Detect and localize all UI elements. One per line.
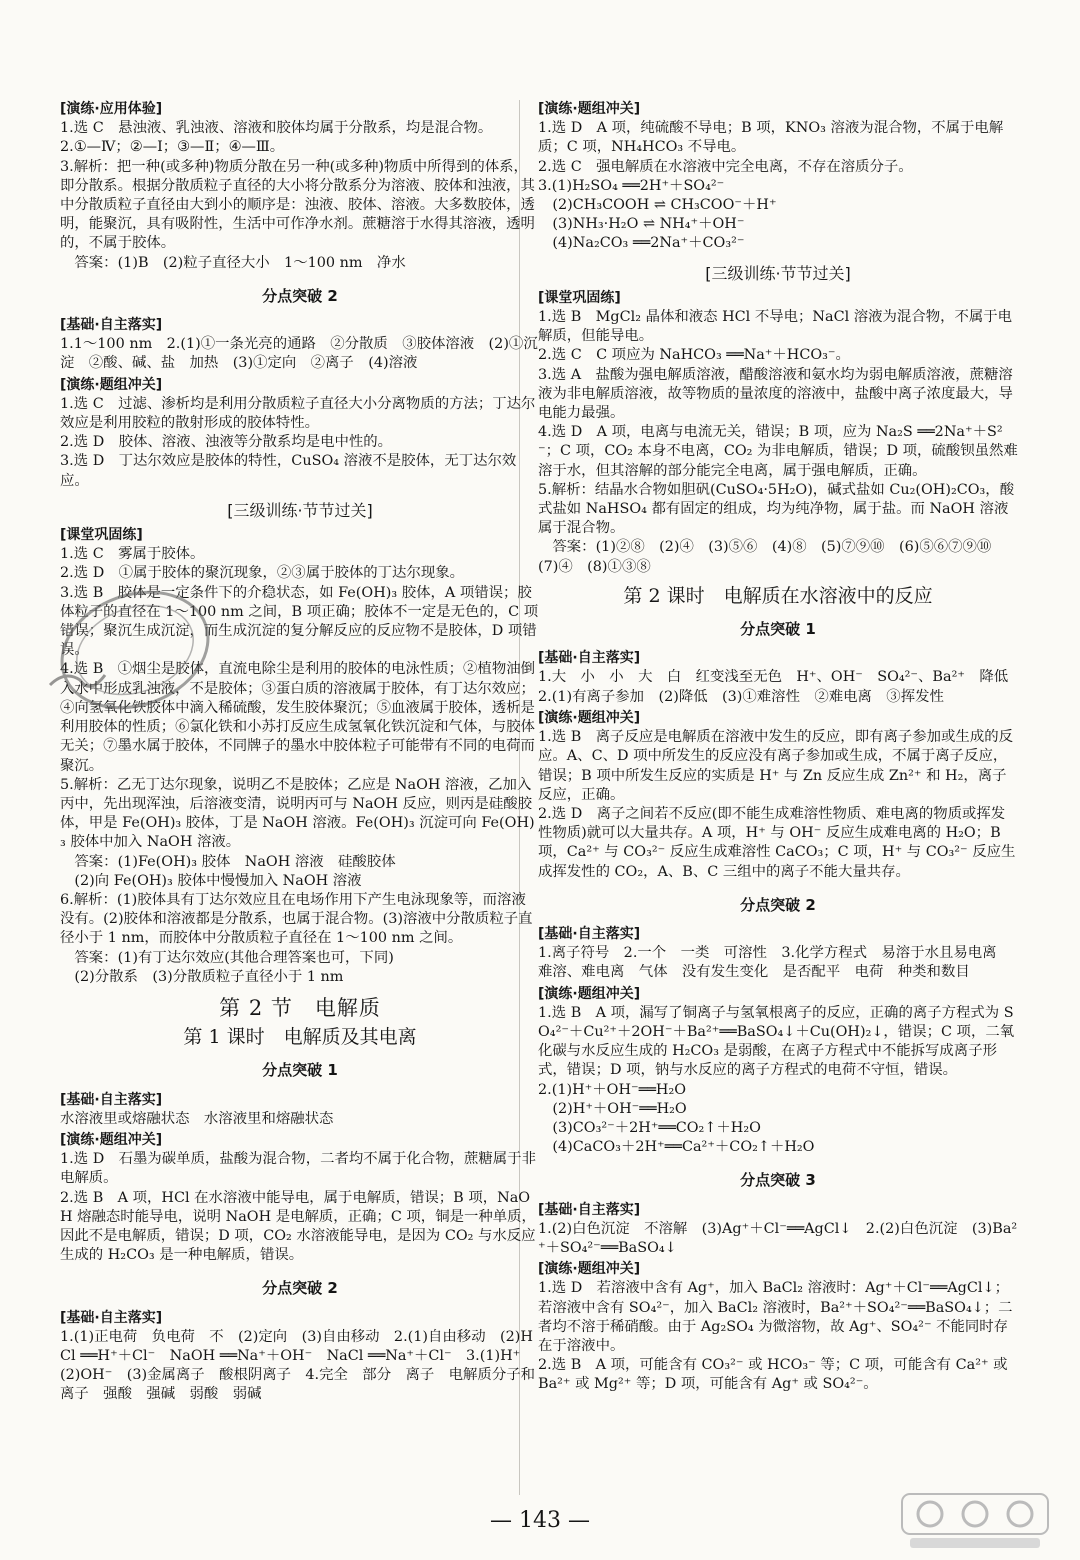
paragraph: 1.选 B MgCl₂ 晶体和液态 HCl 不导电；NaCl 溶液为混合物，不属于电解质，但能导电。 (538, 309, 1013, 345)
section-tag: [基础·自主落实] (60, 1091, 163, 1108)
paragraph: (2)向 Fe(OH)₃ 胶体中慢慢加入 NaOH 溶液 (60, 872, 362, 889)
paragraph: 3.选 D 丁达尔效应是胶体的特性，CuSO₄ 溶液不是胶体，无丁达尔效应。 (60, 453, 517, 489)
paragraph: 2.选 C 强电解质在水溶液中完全电离，不存在溶质分子。 (538, 158, 913, 175)
watermark-logo (900, 1490, 1050, 1552)
section-tag: [演练·题组冲关] (538, 1261, 641, 1278)
subsection-heading: 分点突破 1 (740, 620, 816, 639)
subsection-heading: 分点突破 3 (740, 1171, 816, 1190)
section-tag: [演练·应用体验] (60, 101, 163, 117)
paragraph: 2.(1)H⁺＋OH⁻══H₂O (538, 1081, 687, 1098)
paragraph: 1.1～100 nm 2.(1)①一条光亮的通路 ②分散质 ③胶体溶液 (2)①沉淀 ②酸、碱、盐 加热 (3)①定向 ②离子 (4)溶液 (60, 336, 538, 372)
section-tag: [演练·题组冲关] (60, 1131, 163, 1148)
paragraph: 4.选 B ①烟尘是胶体，直流电除尘是利用的胶体的电泳性质；②植物油倒入水中形成乳浊液，不是胶体；③蛋白质的溶液属于胶体，有丁达尔效应；④向氢氧化铁胶体中滴入稀硫酸，发生胶体聚沉；⑤血液属于胶体，透析是利用胶体的性质；⑥氯化铁和小苏打反应生成氢氧化铁沉淀和气体，与胶体无关；⑦墨水属于胶体，不同牌子的墨水中胶体粒子可能带有不同的电荷而聚沉。 (60, 661, 535, 774)
section-tag: [演练·题组冲关] (60, 376, 163, 393)
section-tag: [演练·题组冲关] (538, 709, 641, 726)
paragraph: 1.选 B 离子反应是电解质在溶液中发生的反应，即有离子参加或生成的反应。A、C、D 项中所发生的反应没有离子参加或生成，不属于离子反应，错误；B 项中所发生反应的实质是 H⁺ 与 Zn 反应生成 Zn²⁺ 和 H₂，离子反应，正确。 (538, 729, 1013, 803)
paragraph: 水溶液里或熔融状态 水溶液里和熔融状态 (60, 1110, 334, 1127)
paragraph: (2)H⁺＋OH⁻══H₂O (538, 1100, 687, 1117)
section-tag: [基础·自主落实] (60, 1309, 163, 1326)
paragraph: 2.选 D 胶体、溶液、浊液等分散系均是电中性的。 (60, 434, 393, 451)
section-tag: [课堂巩固练] (538, 289, 621, 306)
left-column (60, 98, 540, 1405)
paragraph: 5.解析：结晶水合物如胆矾(CuSO₄·5H₂O)，碱式盐如 Cu₂(OH)₂CO₃，酸式盐如 NaHSO₄ 都有固定的组成，均为纯净物，属于盐。而 NaOH 溶液属于混合物。 (538, 481, 1015, 537)
paragraph: (2)分散系 (3)分散质粒子直径小于 1 nm (60, 968, 344, 985)
paragraph: 1.大 小 小 大 白 红变浅至无色 H⁺、OH⁻ SO₄²⁻、Ba²⁺ 降低 2.(1)有离子参加 (2)降低 (3)①难溶性 ②难电离 ③挥发性 (538, 669, 1023, 705)
section-tag: [演练·题组冲关] (538, 101, 641, 117)
section-tag: [演练·题组冲关] (538, 985, 641, 1002)
section-tag: [基础·自主落实] (60, 317, 163, 334)
paragraph: 3.选 B 胶体是一定条件下的介稳状态，如 Fe(OH)₃ 胶体，A 项错误；胶体粒子的直径在 1～100 nm 之间，B 项正确；胶体不一定是无色的，C 项错误；聚沉生成沉淀，而生成沉淀的复分解反应的反应物不是胶体，D 项错误。 (60, 584, 539, 659)
paragraph: 2.选 D ①属于胶体的聚沉现象，②③属于胶体的丁达尔现象。 (60, 565, 465, 582)
page-number: — 143 — (490, 1508, 590, 1533)
section-tag: [课堂巩固练] (60, 527, 143, 544)
section-title: 第 2 节 电解质 (219, 995, 381, 1020)
subsection-heading: 分点突破 2 (262, 286, 338, 305)
paragraph: 3.选 A 盐酸为强电解质溶液，醋酸溶液和氨水均为弱电解质溶液，蔗糖溶液为非电解质溶液，故等物质的量浓度的溶液中，盐酸中离子浓度最大，导电能力最强。 (538, 366, 1013, 422)
section-tag: [基础·自主落实] (538, 925, 641, 942)
paragraph: 答案：(1)Fe(OH)₃ 胶体 NaOH 溶液 硅酸胶体 (60, 853, 396, 870)
paragraph: 1.选 C 过滤、渗析均是利用分散质粒子直径大小分离物质的方法；丁达尔效应是利用胶粒的散射形成的胶体特性。 (60, 395, 536, 432)
paragraph: 2.选 B A 项，HCl 在水溶液中能导电，属于电解质，错误；B 项，NaOH 熔融态时能导电，说明 NaOH 是电解质，正确；C 项，铜是一种单质，因此不是电解质，错误；D 项，CO₂ 水溶液能导电，是因为 CO₂ 与水反应生成的 H₂CO₃ 是一种电解质，错误。 (60, 1189, 536, 1264)
paragraph: 1.离子符号 2.一个 一类 可溶性 3.化学方程式 易溶于水且易电离 难溶、难电离 气体 没有发生变化 是否配平 电荷 种类和数目 (538, 945, 1011, 981)
paragraph: 3.(1)H₂SO₄ ══2H⁺＋SO₄²⁻ (538, 177, 725, 194)
paragraph: 4.选 D A 项，电离与电流无关，错误；B 项，应为 Na₂S ══2Na⁺＋S²⁻；C 项，CO₂ 本身不电离，CO₂ 为非电解质，错误；D 项，硫酸钡虽然难溶于水，但其溶解的部分能完全电离，属于强电解质，正确。 (538, 424, 1018, 479)
subsection-heading: 分点突破 2 (740, 895, 816, 914)
training-heading: [三级训练·节节过关] (705, 263, 851, 283)
paragraph: 1.选 D 石墨为碳单质，盐酸为混合物，二者均不属于化合物，蔗糖属于非电解质。 (60, 1151, 536, 1187)
paragraph: 1.选 D 若溶液中含有 Ag⁺，加入 BaCl₂ 溶液时：Ag⁺＋Cl⁻══AgCl↓；若溶液中含有 SO₄²⁻，加入 BaCl₂ 溶液时，Ba²⁺＋SO₄²⁻══BaSO₄↓；二者均不溶于稀硝酸。由于 Ag₂SO₄ 为微溶物，故 Ag⁺、SO₄²⁻ 不能同时存在于溶液中。 (538, 1280, 1013, 1354)
paragraph: (2)CH₃COOH ⇌ CH₃COO⁻＋H⁺ (538, 197, 777, 214)
right-column (538, 98, 1023, 1395)
paragraph: 1.选 C 雾属于胶体。 (60, 546, 205, 563)
paragraph: (3)NH₃·H₂O ⇌ NH₄⁺＋OH⁻ (538, 216, 745, 233)
paragraph: (4)CaCO₃＋2H⁺══Ca²⁺＋CO₂↑＋H₂O (538, 1139, 815, 1156)
section-tag: [基础·自主落实] (538, 1201, 641, 1218)
paragraph: 2.选 B A 项，可能含有 CO₃²⁻ 或 HCO₃⁻ 等；C 项，可能含有 Ca²⁺ 或 Ba²⁺ 或 Mg²⁺ 等；D 项，可能含有 Ag⁺ 或 SO₄²⁻。 (538, 1357, 1008, 1393)
paragraph: 1.(1)正电荷 负电荷 不 (2)定向 (3)自由移动 2.(1)自由移动 (2)HCl ══H⁺＋Cl⁻ NaOH ══Na⁺＋OH⁻ NaCl ══Na⁺＋Cl⁻ 3.(1)H⁺ (2)OH⁻ (3)金属离子 酸根阴离子 4.完全 部分 离子 电解质分子和离子 强酸 强碱 弱酸 弱碱 (60, 1328, 535, 1403)
stamp-mark (30, 575, 240, 725)
paragraph: 答案：(1)②⑧ (2)④ (3)⑤⑥ (4)⑧ (5)⑦⑨⑩ (6)⑤⑥⑦⑨⑩ (7)④ (8)①③⑧ (538, 539, 1006, 575)
subsection-heading: 分点突破 1 (262, 1061, 338, 1080)
paragraph: 答案：(1)B (2)粒子直径大小 1～100 nm 净水 (60, 254, 406, 271)
lesson-title: 第 1 课时 电解质及其电离 (183, 1026, 417, 1049)
paragraph: 答案：(1)有丁达尔效应(其他合理答案也可，下同) (60, 949, 394, 966)
paragraph: (3)CO₃²⁻＋2H⁺══CO₂↑＋H₂O (538, 1119, 761, 1136)
paragraph: (4)Na₂CO₃ ══2Na⁺＋CO₃²⁻ (538, 235, 745, 252)
paragraph: 3.解析：把一种(或多种)物质分散在另一种(或多种)物质中所得到的体系，即分散系。根据分散质粒子直径的大小将分散系分为溶液、胶体和浊液，其中分散质粒子直径由大到小的顺序是：浊液、胶体、溶液。大多数胶体，透明，能聚沉，具有吸附性，生活中可作净水剂。蔗糖溶于水得其溶液，透明的，不属于胶体。 (60, 158, 535, 252)
paragraph: 6.解析：(1)胶体具有丁达尔效应且在电场作用下产生电泳现象等，而溶液没有。(2)胶体和溶液都是分散系，也属于混合物。(3)溶液中分散质粒子直径小于 1 nm，而胶体中分散质粒子直径在 1～100 nm 之间。 (60, 891, 533, 947)
paragraph: 2.选 C C 项应为 NaHCO₃ ══Na⁺＋HCO₃⁻。 (538, 347, 850, 364)
paragraph: 1.选 D A 项，纯硫酸不导电；B 项，KNO₃ 溶液为混合物，不属于电解质；C 项，NH₄HCO₃ 不导电。 (538, 120, 1004, 156)
paragraph: 5.解析：乙无丁达尔现象，说明乙不是胶体；乙应是 NaOH 溶液，乙加入丙中，先出现浑浊，后溶液变清，说明丙可与 NaOH 反应，则丙是硅酸胶体，甲是 Fe(OH)₃ 胶体，丁是 NaOH 溶液。Fe(OH)₃ 沉淀可向 Fe(OH)₃ 胶体中加入 NaOH 溶液。 (60, 776, 535, 851)
paragraph: 1.选 B A 项，漏写了铜离子与氢氧根离子的反应，正确的离子方程式为 SO₄²⁻＋Cu²⁺＋2OH⁻＋Ba²⁺══BaSO₄↓＋Cu(OH)₂↓，错误；C 项，二氧化碳与水反应生成的 H₂CO₃ 是弱酸，在离子方程式中不能拆写成离子形式，错误；D 项，钠与水反应的离子方程式的电荷不守恒，错误。 (538, 1004, 1015, 1079)
paragraph: 2.选 D 离子之间若不反应(即不能生成难溶性物质、难电离的物质或挥发性物质)就可以大量共存。A 项，H⁺ 与 OH⁻ 反应生成难电离的 H₂O；B 项，Ca²⁺ 与 CO₃²⁻ 反应生成难溶性 CaCO₃；C 项，H⁺ 与 CO₃²⁻ 反应生成挥发性的 CO₂，A、B、C 三组中的离子不能大量共存。 (538, 805, 1016, 880)
subsection-heading: 分点突破 2 (262, 1279, 338, 1298)
paragraph: 1.(2)白色沉淀 不溶解 (3)Ag⁺＋Cl⁻══AgCl↓ 2.(2)白色沉淀 (3)Ba²⁺＋SO₄²⁻══BaSO₄↓ (538, 1220, 1018, 1256)
lesson-title: 第 2 课时 电解质在水溶液中的反应 (623, 584, 933, 607)
paragraph: 2.①—Ⅳ；②—Ⅰ；③—Ⅱ；④—Ⅲ。 (60, 139, 285, 156)
section-tag: [基础·自主落实] (538, 650, 641, 667)
paragraph: 1.选 C 悬浊液、乳浊液、溶液和胶体均属于分散系，均是混合物。 (60, 120, 493, 137)
training-heading: [三级训练·节节过关] (227, 500, 373, 520)
